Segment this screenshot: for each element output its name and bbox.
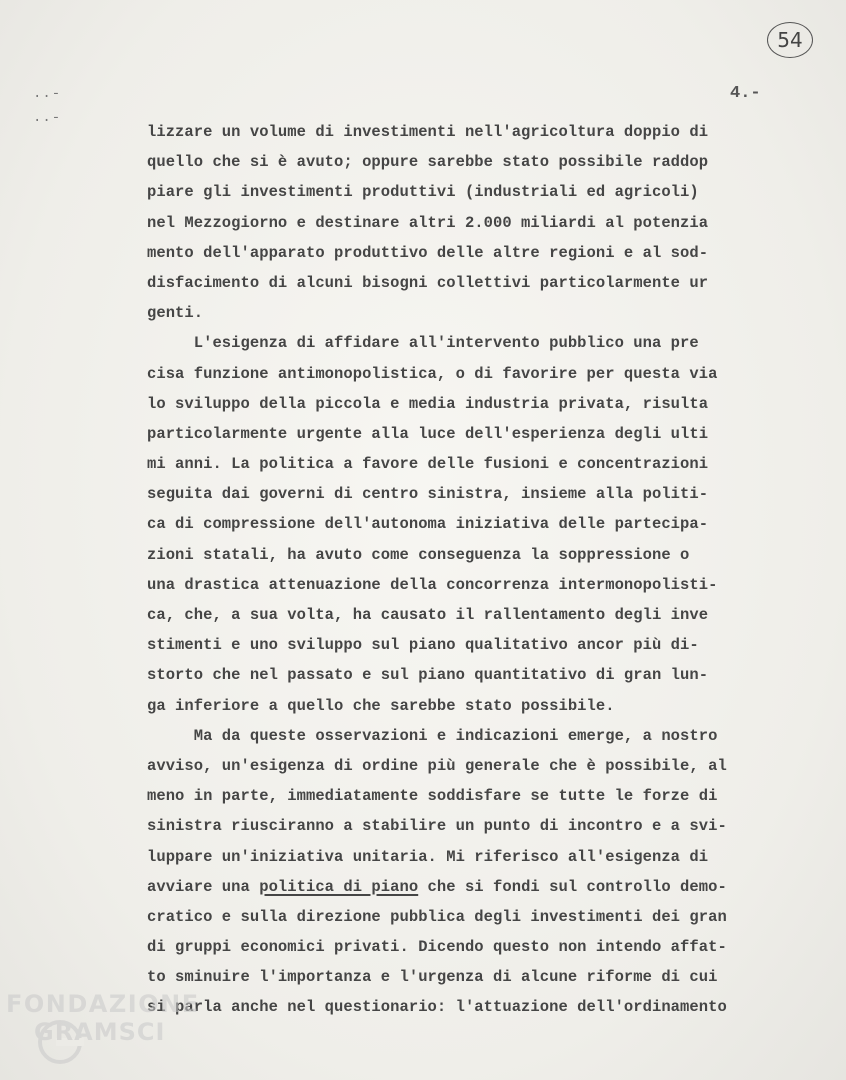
text-line (147, 479, 787, 509)
text-line (147, 389, 787, 419)
text-line (147, 630, 787, 660)
text-line (147, 570, 787, 600)
text-line-segment: disfacimento di alcuni bisogni collettivi particolarmente ur (147, 273, 709, 292)
text-line (147, 872, 787, 902)
text-line (147, 208, 787, 238)
text-line (147, 781, 787, 811)
text-line-segment: particolarmente urgente alla luce dell'esperienza degli ulti (147, 424, 709, 443)
text-line (147, 842, 787, 872)
text-line (147, 147, 787, 177)
text-line-segment: ca di compressione dell'autonoma iniziativa delle partecipa- (147, 515, 709, 534)
text-line-segment: seguita dai governi di centro sinistra, insieme alla politi- (147, 485, 709, 504)
text-line-segment: stimenti e uno sviluppo sul piano qualitativo ancor più di- (147, 636, 699, 655)
margin-mark: ..- (33, 86, 62, 102)
text-line (147, 902, 787, 932)
text-line-segment: ca, che, a sua volta, ha causato il rallentamento degli inve (147, 606, 709, 624)
text-line-segment: mento dell'apparato produttivo delle altre regioni e al sod- (147, 243, 709, 262)
text-line (147, 298, 787, 328)
text-line-segment: sinistra riusciranno a stabilire un punto di incontro e a svi- (147, 817, 727, 836)
underlined-phrase: politica di piano (259, 877, 419, 896)
text-line-segment: che si fondi sul controllo demo- (418, 877, 727, 896)
body-text (147, 117, 787, 1023)
text-line-segment: to sminuire l'importanza e l'urgenza di alcune riforme di cui (147, 968, 718, 987)
text-line (147, 962, 787, 992)
text-line (147, 238, 787, 268)
fondazione-gramsci-watermark (6, 990, 246, 1072)
archive-folio-stamp (767, 22, 813, 58)
text-line-segment: mi anni. La politica a favore delle fusioni e concentrazioni (147, 455, 709, 474)
text-line-segment: una drastica attenuazione della concorrenza intermonopolisti- (147, 575, 718, 594)
text-line (147, 449, 787, 479)
text-line-segment: piare gli investimenti produttivi (industriali ed agricoli) (147, 183, 699, 202)
text-line (147, 540, 787, 570)
text-line (147, 328, 787, 358)
archive-folio-number: 54 (777, 28, 803, 52)
text-line (147, 721, 787, 751)
text-line-segment: cisa funzione antimonopolistica, o di favorire per questa via (147, 364, 718, 383)
text-line (147, 117, 787, 147)
text-line-segment: si parla anche nel questionario: l'attuazione dell'ordinamento (147, 998, 727, 1017)
text-line-segment: Ma da queste osservazioni e indicazioni emerge, a nostro (147, 726, 718, 745)
watermark-line2: GRAMSCI (34, 1018, 166, 1046)
text-line (147, 177, 787, 207)
text-line (147, 811, 787, 841)
text-line-segment: lo sviluppo della piccola e media industria privata, risulta (147, 394, 709, 413)
text-line-segment: di gruppi economici privati. Dicendo questo non intendo affat- (147, 938, 727, 957)
text-line (147, 932, 787, 962)
text-line-segment: quello che si è avuto; oppure sarebbe stato possibile raddop (147, 153, 709, 172)
text-line (147, 751, 787, 781)
text-line (147, 660, 787, 690)
text-line (147, 359, 787, 389)
text-line (147, 419, 787, 449)
text-line-segment: L'esigenza di affidare all'intervento pubblico una pre (147, 334, 699, 353)
text-line-segment: cratico e sulla direzione pubblica degli investimenti dei gran (147, 907, 727, 926)
text-line-segment: lizzare un volume di investimenti nell'agricoltura doppio di (147, 123, 709, 141)
text-line-segment: genti. (147, 304, 204, 323)
text-line-segment: avviare una (147, 877, 260, 896)
text-line (147, 268, 787, 298)
text-line (147, 691, 787, 721)
margin-mark: ..- (33, 110, 62, 126)
text-line-segment: storto che nel passato e sul piano quantitativo di gran lun- (147, 666, 709, 685)
text-line-segment: meno in parte, immediatamente soddisfare se tutte le forze di (147, 787, 718, 806)
text-line-segment: avviso, un'esigenza di ordine più generale che è possibile, al (147, 756, 727, 775)
text-line (147, 600, 787, 630)
text-line-segment: luppare un'iniziativa unitaria. Mi riferisco all'esigenza di (147, 847, 709, 866)
page-number: 4.- (730, 84, 761, 103)
text-line (147, 509, 787, 539)
watermark-line1: FONDAZIONE (6, 990, 200, 1018)
text-line-segment: zioni statali, ha avuto come conseguenza la soppressione o (147, 545, 690, 564)
text-line-segment: nel Mezzogiorno e destinare altri 2.000 miliardi al potenzia (147, 213, 709, 232)
text-line-segment: ga inferiore a quello che sarebbe stato possibile. (147, 696, 615, 715)
